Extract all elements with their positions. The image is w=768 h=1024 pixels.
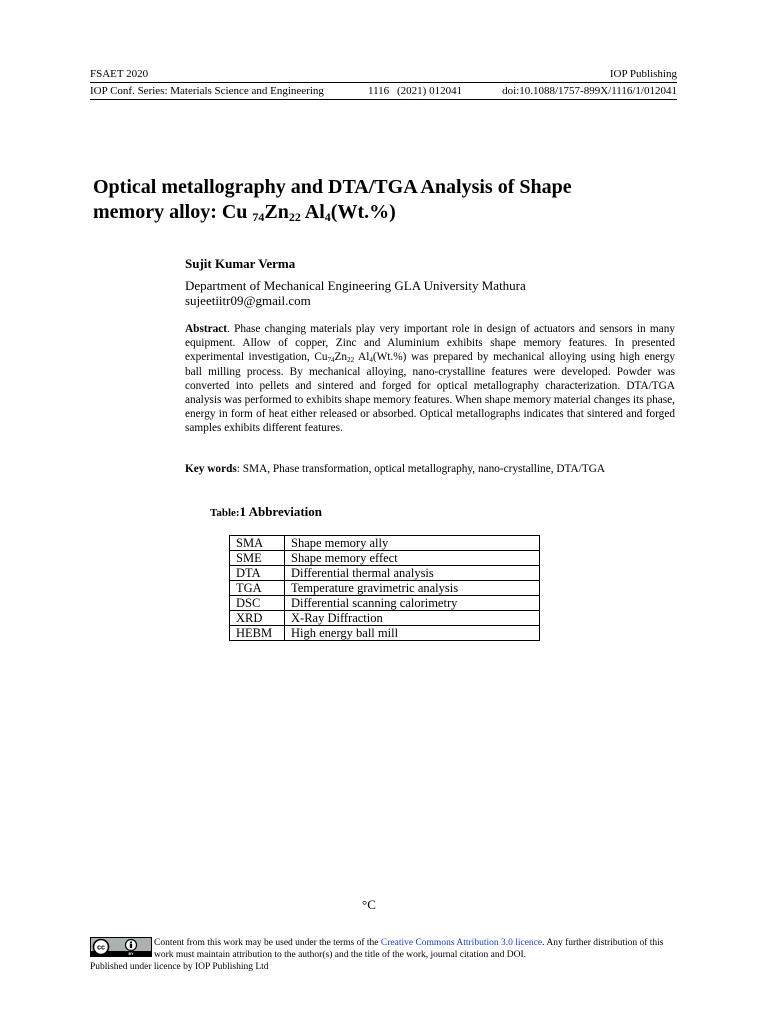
- abbreviation-cell: DSC: [230, 596, 285, 611]
- svg-text:BY: BY: [128, 952, 134, 956]
- year-article: (2021) 012041: [397, 85, 463, 97]
- doi[interactable]: doi:10.1088/1757-899X/1116/1/012041: [502, 85, 677, 97]
- title-line-2: memory alloy: Cu $_{74}Zn_{22}$ $Al_4(Wt.\%)$: [93, 201, 396, 224]
- keywords-label: Key words: [185, 463, 237, 475]
- author-name: Sujit Kumar Verma: [185, 256, 296, 271]
- definition-cell: Differential thermal analysis: [285, 566, 540, 581]
- published-under-licence: Published under licence by IOP Publishing Ltd: [90, 962, 269, 972]
- abbreviation-cell: TGA: [230, 581, 285, 596]
- table-row: [230, 536, 540, 551]
- degree-symbol: °C: [362, 897, 376, 912]
- abstract: Abstract. Phase changing materials play very important role in design of actuators and sensors in many equipment. Allow of copper, Zinc and Aluminium exhibits shape memory features. In presented experimental investigation, $Cu_{74}Zn_{22}$ $Al_4(Wt.\%)$ was prepared by mechanical alloying using high energy ball milling process. By mechanical alloying, nano-crystalline features were developed. Powder was converted into pellets and sintered and forged for optical metallography characterization. DTA/TGA analysis was performed to exhibits shape memory features. When shape memory material changes its phase, energy in form of heat either released or absorbed. Optical metallographs indicates that sintered and forged samples exhibits different features.: [185, 323, 676, 435]
- conference-name: FSAET 2020: [90, 68, 149, 80]
- licence-notice: Content from this work may be used under the terms of the Creative Commons Attribution 3.0 licence. Any further distribution of this work must maintain attribution to the author(s) and the title of the work, journal citation and DOI.: [154, 938, 664, 960]
- definition-cell: X-Ray Diffraction: [285, 611, 540, 626]
- title-line-1: Optical metallography and DTA/TGA Analysis of Shape: [93, 176, 572, 198]
- header-rule-top: [90, 82, 677, 83]
- publisher-name: IOP Publishing: [609, 68, 677, 80]
- svg-text:cc: cc: [97, 944, 105, 952]
- definition-cell: Temperature gravimetric analysis: [285, 581, 540, 596]
- author-affiliation-block: [185, 278, 526, 308]
- table-row: [230, 551, 540, 566]
- definition-cell: Shape memory effect: [285, 551, 540, 566]
- abbreviation-table: [229, 535, 540, 641]
- abbreviation-cell: HEBM: [230, 626, 285, 641]
- author-email[interactable]: sujeetiitr09@gmail.com: [185, 293, 311, 308]
- table-row: [230, 626, 540, 641]
- volume: 1116: [368, 85, 390, 97]
- table-row: [230, 566, 540, 581]
- abbreviation-cell: SME: [230, 551, 285, 566]
- table-caption: Table:1 Abbreviation: [210, 504, 323, 519]
- creative-commons-by-icon[interactable]: [90, 937, 152, 957]
- journal-series: IOP Conf. Series: Materials Science and Engineering: [90, 85, 324, 97]
- definition-cell: Shape memory ally: [285, 536, 540, 551]
- header-rule-bottom: [90, 99, 677, 100]
- table-row: [230, 596, 540, 611]
- abbreviation-cell: DTA: [230, 566, 285, 581]
- table-row: [230, 581, 540, 596]
- licence-link[interactable]: Creative Commons Attribution 3.0 licence: [380, 938, 543, 948]
- abbreviation-cell: SMA: [230, 536, 285, 551]
- affiliation: Department of Mechanical Engineering GLA University Mathura: [185, 278, 526, 293]
- abbreviation-cell: XRD: [230, 611, 285, 626]
- cc-by-badge-graphic: [91, 938, 151, 956]
- definition-cell: High energy ball mill: [285, 626, 540, 641]
- paper-title: [93, 175, 653, 225]
- keywords: Key words: SMA, Phase transformation, optical metallography, nano-crystalline, DTA/TGA: [185, 463, 606, 475]
- table-row: [230, 611, 540, 626]
- definition-cell: Differential scanning calorimetry: [285, 596, 540, 611]
- abstract-label: Abstract: [185, 323, 228, 335]
